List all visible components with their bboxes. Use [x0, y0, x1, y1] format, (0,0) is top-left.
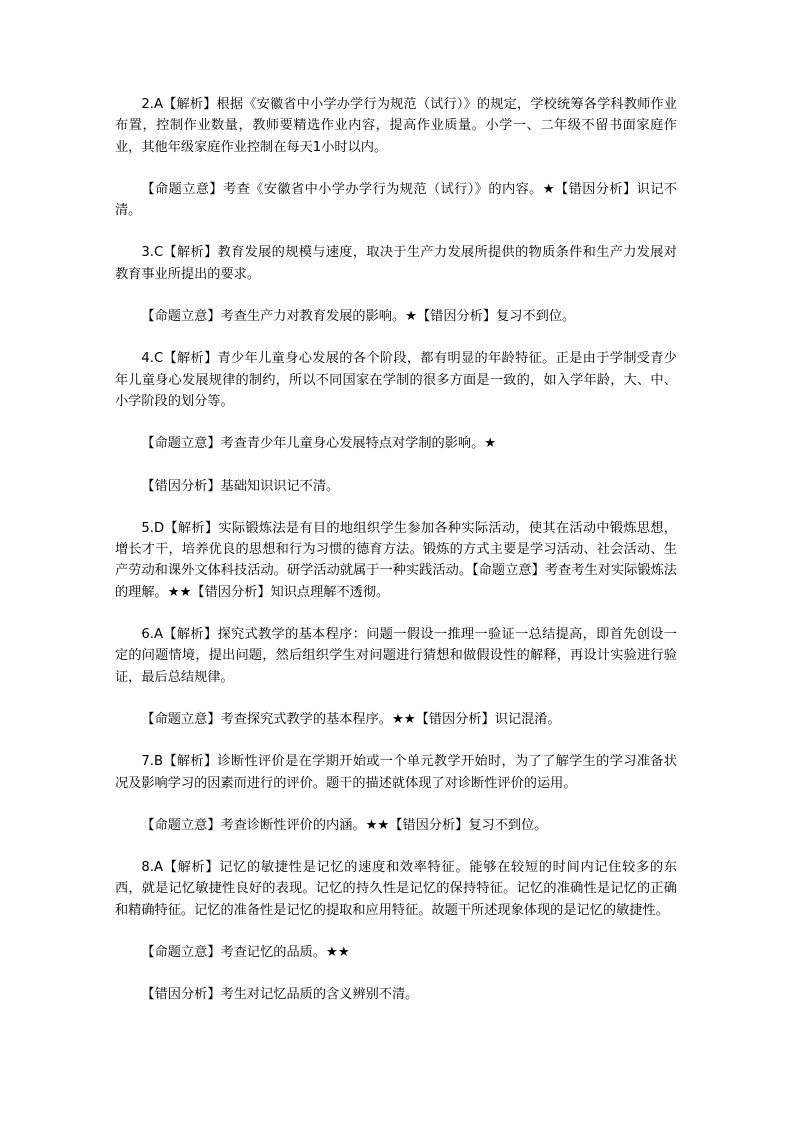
error-analysis-paragraph-q8: 【错因分析】考生对记忆品质的含义辨别不清。: [141, 987, 419, 1003]
answer-paragraph-q5: 5.D【解析】实际锻炼法是有目的地组织学生参加各种实际活动，使其在活动中锻炼思想，增长才干，培养优良的思想和行为习惯的德育方法。锻炼的方式主要是学习活动、社会活动、生产劳动和课外文体科技活动。研学活动就属于一种实践活动。【命题立意】考查考生对实际锻炼法的理解。★★【错因分析】知识点理解不透彻。: [115, 520, 677, 600]
answer-paragraph-q7: 7.B【解析】诊断性评价是在学期开始或一个单元教学开始时，为了了解学生的学习准备状况及影响学习的因素而进行的评价。题干的描述就体现了对诊断性评价的运用。: [115, 754, 677, 791]
answer-paragraph-q2: 2.A【解析】根据《安徽省中小学办学行为规范（试行）》的规定，学校统筹各学科教师作业布置，控制作业数量，教师要精选作业内容，提高作业质量。小学一、二年级不留书面家庭作业，其他年级家庭作业控制在每天1小时以内。: [115, 97, 677, 155]
answer-paragraph-q4: 4.C【解析】青少年儿童身心发展的各个阶段，都有明显的年龄特征。正是由于学制受青少年儿童身心发展规律的制约，所以不同国家在学制的很多方面是一致的，如入学年龄，大、中、小学阶段的划分等。: [115, 351, 677, 409]
intent-paragraph-q2: 【命题立意】考查《安徽省中小学办学行为规范（试行）》的内容。★【错因分析】识记不清。: [115, 181, 677, 219]
intent-paragraph-q4: 【命题立意】考查青少年儿童身心发展特点对学制的影响。★: [141, 436, 497, 452]
intent-paragraph-q3: 【命题立意】考查生产力对教育发展的影响。★【错因分析】复习不到位。: [141, 309, 576, 325]
answer-paragraph-q3: 3.C【解析】教育发展的规模与速度，取决于生产力发展所提供的物质条件和生产力发展对教育事业所提出的要求。: [115, 245, 677, 282]
intent-paragraph-q7: 【命题立意】考查诊断性评价的内涵。★★【错因分析】复习不到位。: [141, 817, 548, 833]
document-body: [115, 94, 677, 1006]
answer-paragraph-q8: 8.A【解析】记忆的敏捷性是记忆的速度和效率特征。能够在较短的时间内记住较多的东西，就是记忆敏捷性良好的表现。记忆的持久性是记忆的保持特征。记忆的准确性是记忆的正确和精确特征。记忆的准备性是记忆的提取和应用特征。故题干所述现象体现的是记忆的敏捷性。: [115, 860, 677, 918]
answer-paragraph-q6: 6.A【解析】探究式教学的基本程序：问题一假设一推理一验证一总结提高，即首先创设一定的问题情境，提出问题，然后组织学生对问题进行猜想和做假设性的解释，再设计实验进行验证，最后总结规律。: [115, 627, 677, 685]
intent-paragraph-q6: 【命题立意】考查探究式教学的基本程序。★★【错因分析】识记混淆。: [141, 711, 561, 727]
intent-paragraph-q8: 【命题立意】考查记忆的品质。★★: [141, 945, 350, 961]
error-analysis-paragraph-q4: 【错因分析】基础知识识记不清。: [141, 478, 340, 494]
